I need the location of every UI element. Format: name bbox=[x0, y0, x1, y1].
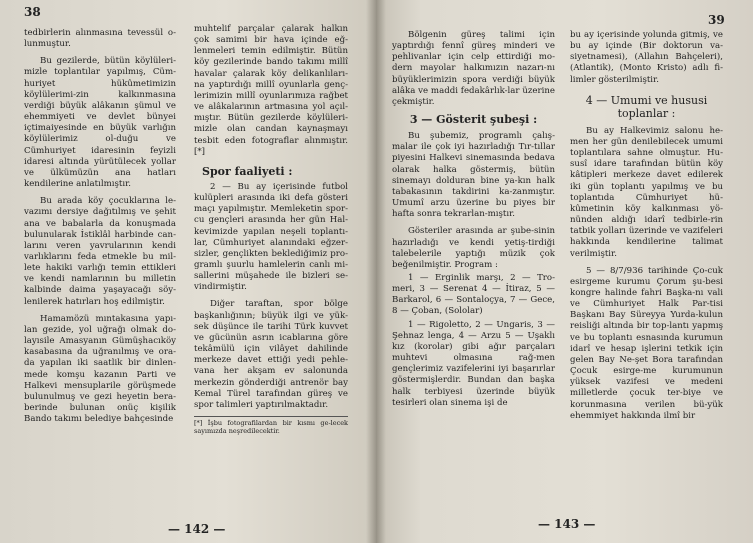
left-page-number: 38 bbox=[24, 5, 41, 19]
right-page-footer: — 143 — bbox=[538, 517, 596, 531]
right-column-1 bbox=[392, 30, 555, 409]
right-column-2 bbox=[570, 30, 723, 422]
paragraph: Diğer taraftan, spor bölge başkanlığının; büyük ilgi ve yük-sek düşünce ile tarihi Türk kuvvet ve gücünün asrın icablarına göre tekâmülü için vilâyet dahilinde merkeze davet ettiği yedi pehle-vana her akşam ev salonunda merkezin gönderdiği antrenör bay Kemal Türel tarafından güreş ve spor talimleri yaptırılmaktadır. bbox=[194, 299, 348, 410]
paragraph: 2 — Bu ay içerisinde futbol kulüpleri arasında iki defa gösteri maçı yapılmıştır. Memleketin spor-cu gençleri arasında her gün Hal-kevimizde yapılan neşeli toplantı-lar, Cümhuriyet alanındaki eğzer-sizler, gençlikten beklediğimiz pro-gramlı şuurlu hamlelerin canlı mi-sallerini müşahede ile bizleri se-vindirmiştir. bbox=[194, 181, 348, 293]
left-page-footer: — 142 — bbox=[168, 522, 226, 536]
right-page bbox=[376, 0, 753, 543]
footnote: [*] İşbu fotografilardan bir kısmı ge-lecek sayımızda neşredilecektir. bbox=[194, 416, 348, 435]
section-heading: Spor faaliyeti : bbox=[202, 164, 293, 178]
paragraph: 5 — 8/7/936 tarihinde Ço-cuk esirgeme kurumu Çorum şu-besi kongre halinde fahri Başka-nı vali ve Cümhuriyet Halk Par-tisi Başkanı Bay Süreyya Yurda-kulun reisliği altında bir top-lantı yapmış ve bu toplantı esnasında kurumun idarî ve hesap işlerini tetkik için gelen Bay Ne-şet Bora tarafından Çocuk esirge-me kurumunun yüksek vazifesi ve medeni milletlerde çocuk ter-biye ve korunmasına verilen bü-yük ehemmiyet hakkında ilmî bir bbox=[570, 265, 723, 421]
paragraph: Bu ay Halkevimiz salonu he-men her gün denilebilecek umumi toplantılara sahne olmuştur. Hu-susî idare tarafından bütün köy kâtipleri merkeze davet edilerek iki gün toplantı yapılmış ve bu toplantıda Cümhuriyet hü-kûmetinin köy kalkınması yö-nünden aldığı idarî tedbirle-rin tatbik yolları üzerinde ve vazifeleri hakkında kendilerine talimat verilmiştir. bbox=[570, 125, 723, 259]
right-page-number: 39 bbox=[708, 13, 725, 27]
book-gutter bbox=[366, 0, 386, 543]
left-column-2 bbox=[194, 24, 348, 435]
left-page bbox=[0, 0, 376, 543]
paragraph: Bu arada köy çocuklarına le-vazımı dersiye dağıtılmış ve şehit ana ve babalarla da konuşmada bulunularak İstiklâl harbinde can-larını veren yavrularının kendi varlıklarını feda etmekle bu mil-lete hakiki varlığı temin ettikleri ve kendi namlarının bu milletin kalbinde daima yaşayacağı söy-lenilerek hatırları hoş edilmiştir. bbox=[24, 196, 176, 307]
paragraph: Bu şubemiz, programlı çalış-malar ile çok iyi hazırladığı Tır-tıllar piyesini Halkevi sinemasında bedava olarak halka göstermiş, bütün sinemayı dolduran bine ya-kın halk tabakasının takdirini ka-zanmıştır. Umumî arzu üzerine bu piyes bir hafta sonra tekrarlan-mıştır. bbox=[392, 131, 555, 220]
paragraph: tedbirlerin alınmasına tevessül o-lunmuştur. bbox=[24, 28, 176, 50]
paragraph: Gösteriler arasında ar şube-sinin hazırladığı ve kendi yetiş-tirdiği talebelerile yaptığı müzik çok beğenilmiştir. Program : bbox=[392, 226, 555, 270]
paragraph: Bu gezilerde, bütün köylüleri-mizle toplantılar yapılmış, Cüm-huriyet hükûmetimizin köylülerimi-zin kalkınmasına verdiği büyük alâkanın şümul ve ehemmiyeti ve devlet bünyei içtimaiyesinde en büyük varlığın köylülerimiz ol-duğu ve Cümhuriyet idaresinin feyizli idaresi altında yürütülecek yollar ve ülkümüzün ana hatları kendilerine anlatılmıştır. bbox=[24, 56, 176, 190]
paragraph: bu ay içerisinde yolunda gitmiş, ve bu ay içinde (Bir doktorun va-siyetnamesi), (Allahın Bahçeleri), (Atlantik), (Monto Kristo) adlı fi-limler gösterilmiştir. bbox=[570, 30, 723, 85]
program-list: 1 — Erginlik marşı, 2 — Tro-meri, 3 — Serenat 4 — İtiraz, 5 — Barkarol, 6 — Sontaloçya, 7 — Gece, 8 — Çoban, (Sololar) bbox=[392, 272, 555, 317]
paragraph: Hamamözü mıntakasına yapı-lan gezide, yol uğrağı olmak do-layısile Amasyanın Gümüşhacıköy kasabasına da uğranılmış ve ora-da yapılan iki saatlik bir dinlen-mede komşu kazanın Parti ve Halkevi mensuplarile görüşmede bulunulmuş ve gezi heyetin bera-berinde bulunan onüç kişilik Bando takımı belediye bahçesinde bbox=[24, 313, 176, 425]
paragraph: muhtelif parçalar çalarak halkın çok samimi bir hava içinde eğ-lenmeleri temin edilmiştir. Bütün köy gezilerinde bando takımı millî havalar çalarak köy delikanlıları-na yaptırdığı millî oyunlarla genç-lerimizin millî oyunlarımıza rağbet ve alâkalarının artmasına yol açıl-mıştır. Bütün gezilerde köylüleri-mizle olan candan kaynaşmayı tesbit eden fotograflar alınmıştır.[*] bbox=[194, 24, 348, 157]
section-heading: 4 — Umumi ve hususi toplanlar : bbox=[585, 93, 708, 120]
section-heading: 3 — Gösterit şubeşi : bbox=[409, 113, 538, 127]
paragraph: Bölgenin güreş talimi için yaptırdığı fennî güreş minderi ve pehlivanlar için celp ettirdiği mo-dern mayolar halkımızın nazarı-nı büyüklerimizin spora verdiği büyük alâka ve maddi fedakârlık-lar üzerine çekmiştir. bbox=[392, 30, 555, 107]
paragraph: 1 — Rigoletto, 2 — Ungaris, 3 — Şehnaz lenga, 4 — Arzu 5 — Uşaklı kız (korolar) gibi ağır parçaları muhtevi olmasına rağ-men gençlerimiz vazifelerini iyi başarırlar göstermişlerdir. Bundan dan başka halk terbiyesi üzerinde büyük tesirleri olan sinema işi de bbox=[392, 319, 555, 408]
left-column-1 bbox=[24, 28, 176, 425]
